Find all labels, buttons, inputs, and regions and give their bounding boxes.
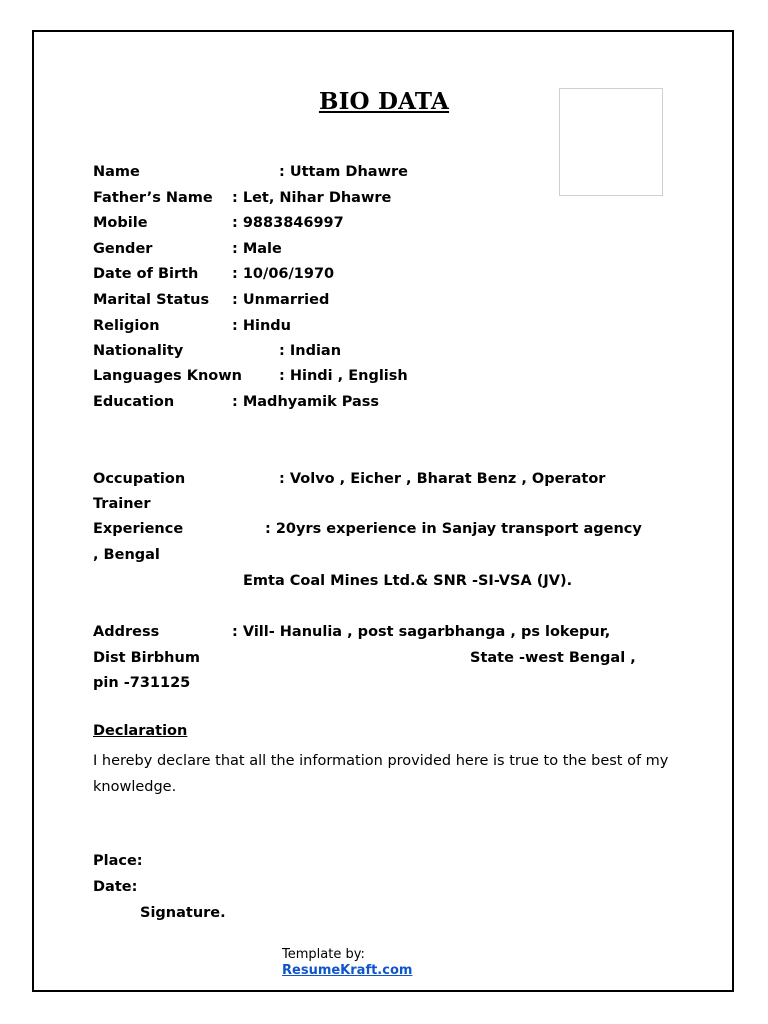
resumekraft-link[interactable]: ResumeKraft.com — [282, 963, 413, 978]
date-label: Date: — [93, 879, 138, 895]
field-label: Father’s Name — [93, 190, 213, 206]
field-value: : Vill- Hanulia , post sagarbhanga , ps lokepur, — [232, 624, 611, 640]
field-value: : Hindi , English — [279, 368, 408, 384]
field-label: Gender — [93, 241, 153, 257]
field-value: : Indian — [279, 343, 342, 359]
field-label: Marital Status — [93, 292, 210, 308]
signature-label: Signature. — [140, 905, 226, 921]
field-value: : 20yrs experience in Sanjay transport agency — [265, 521, 642, 537]
declaration-text: I hereby declare that all the information provided here is true to the best of my knowledge. — [93, 753, 669, 795]
field-label: Religion — [93, 318, 160, 334]
field-label: Nationality — [93, 343, 184, 359]
field-label: Occupation — [93, 471, 186, 487]
address-pin: pin -731125 — [93, 675, 191, 691]
field-value: : Uttam Dhawre — [279, 164, 408, 180]
field-label: Education — [93, 394, 175, 410]
field-label: Mobile — [93, 215, 148, 231]
field-label: Languages Known — [93, 368, 242, 384]
field-label: Name — [93, 164, 140, 180]
field-value: : Volvo , Eicher , Bharat Benz , Operator — [279, 471, 606, 487]
page-title: BIO DATA — [318, 88, 450, 115]
field-value: : Male — [232, 241, 282, 257]
photo-placeholder — [559, 88, 663, 196]
template-by-label: Template by: — [282, 947, 365, 962]
field-label: Experience — [93, 521, 184, 537]
field-value-cont: Trainer — [93, 496, 151, 512]
field-value: : 9883846997 — [232, 215, 344, 231]
field-value: : Hindu — [232, 318, 291, 334]
declaration-heading: Declaration — [93, 723, 188, 739]
field-value-cont: , Bengal — [93, 547, 160, 563]
field-label: Address — [93, 624, 160, 640]
field-value: : 10/06/1970 — [232, 266, 335, 282]
field-value-cont: Emta Coal Mines Ltd.& SNR -SI-VSA (JV). — [243, 573, 573, 589]
field-value: : Unmarried — [232, 292, 330, 308]
field-value: : Madhyamik Pass — [232, 394, 380, 410]
field-label: Date of Birth — [93, 266, 199, 282]
place-label: Place: — [93, 853, 143, 869]
address-state: State -west Bengal , — [470, 650, 636, 666]
field-value: : Let, Nihar Dhawre — [232, 190, 392, 206]
address-district: Dist Birbhum — [93, 650, 200, 666]
